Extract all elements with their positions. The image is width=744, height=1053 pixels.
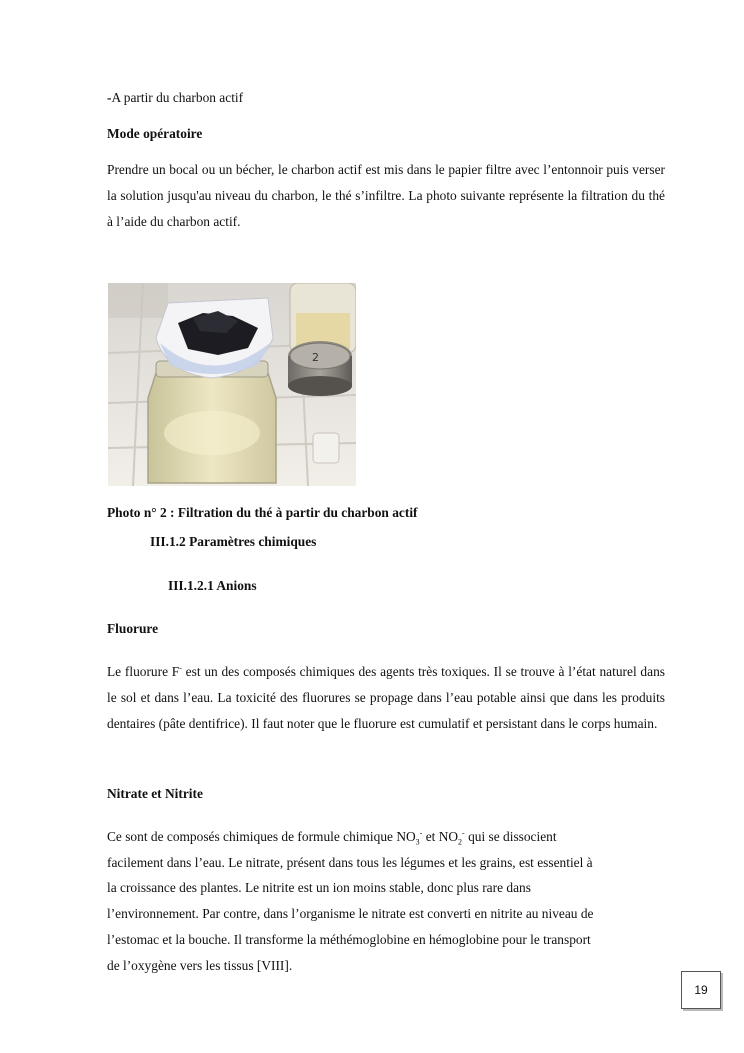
fluorure-heading: Fluorure [107,621,159,636]
nitrate-line-4: l’environnement. Par contre, dans l’organisme le nitrate est converti en nitrite au niveau de [107,906,594,921]
filtration-photo-image [108,283,356,486]
no3-superscript: - [419,828,423,838]
nitrate-heading: Nitrate et Nitrite [107,786,203,801]
nitrate-text-a: Ce sont de composés chimiques de formule chimique NO [107,829,416,844]
nitrate-line-6: de l’oxygène vers les tissus [VIII]. [107,958,293,973]
nitrate-line-2: facilement dans l’eau. Le nitrate, présent dans tous les légumes et les grains, est essentiel à [107,855,593,870]
no3-subscript: 3 [415,837,420,847]
nitrate-line-3: la croissance des plantes. Le nitrite est un ion moins stable, donc plus rare dans [107,880,531,895]
intro-text: A partir du charbon actif [111,90,244,105]
mode-operatoire-paragraph: Prendre un bocal ou un bécher, le charbon actif est mis dans le papier filtre avec l’entonnoir puis verser la solution jusqu'au niveau du charbon, le thé s’infiltre. La photo suivante représente la filtration du thé à l’aide du charbon actif. [107,162,665,229]
fluorure-text-b: est un des composés chimiques des agents très toxiques. Il se trouve à l’état naturel dans le sol et dans l’eau. La toxicité des fluorures se propage dans l’eau potable ainsi que dans les produits dentaires (pâte dentifrice). Il faut noter que le fluorure est cumulatif et persistant dans le corps humain. [107,664,665,731]
fluorure-text-a: Le fluorure F [107,664,180,679]
subsection-heading: III.1.2.1 Anions [168,578,257,593]
fluorure-paragraph [107,659,665,736]
mode-operatoire-heading: Mode opératoire [107,126,203,141]
intro-line [107,85,665,111]
nitrate-text-b: et NO [422,829,459,844]
nitrate-line-5: l’estomac et la bouche. Il transforme la méthémoglobine en hémoglobine pour le transport [107,932,591,947]
photo-caption: Photo n° 2 : Filtration du thé à partir du charbon actif [107,505,418,520]
no2-subscript: 2 [458,837,463,847]
section-heading: III.1.2 Paramètres chimiques [150,534,317,549]
nitrate-line-1 [107,824,665,850]
filtration-photo [108,283,356,486]
jar-label: 2 [312,351,319,364]
nitrate-text-c: qui se dissocient [464,829,557,844]
intro-dash: - [107,90,112,105]
fluorure-superscript: - [179,663,182,673]
page-number: 19 [681,971,721,1009]
no2-superscript: - [462,828,465,838]
